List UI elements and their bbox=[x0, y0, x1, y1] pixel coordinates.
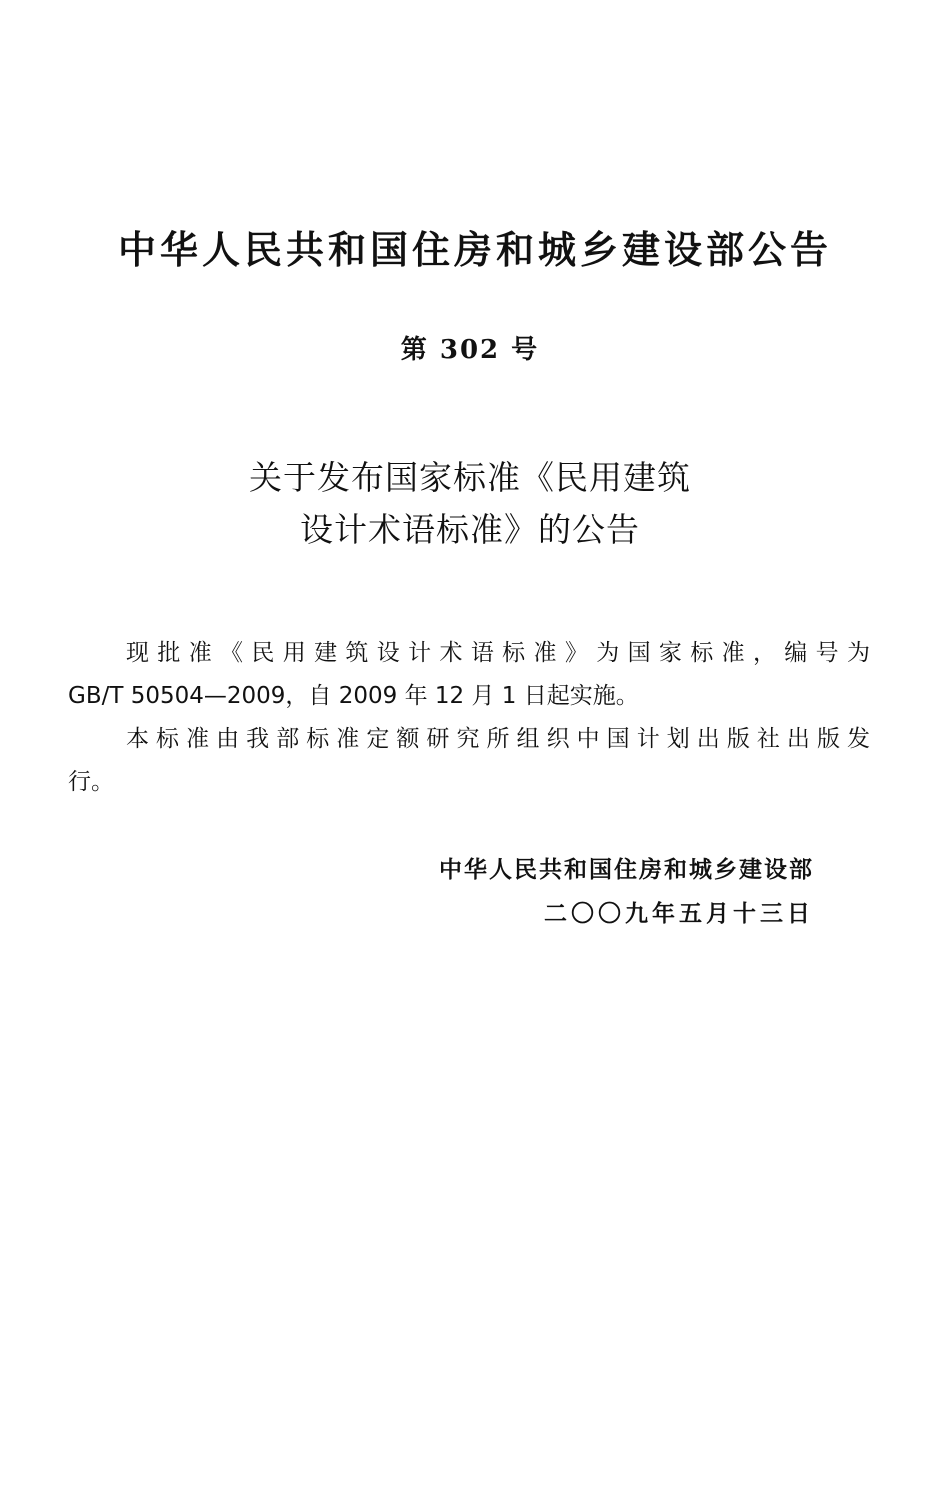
paragraph-1-line-1: 现批准《民用建筑设计术语标准》为国家标准，编号为 bbox=[126, 640, 870, 666]
notice-number: 第 302 号 bbox=[400, 335, 540, 365]
issuing-organization: 中华人民共和国住房和城乡建设部 bbox=[439, 857, 814, 883]
paragraph-2-line-2: 行。 bbox=[68, 769, 114, 795]
notice-subject bbox=[0, 452, 940, 556]
signature-block bbox=[382, 848, 814, 936]
paragraph-1-line-2: GB/T 50504—2009，自 2009 年 12 月 1 日起实施。 bbox=[68, 683, 639, 709]
ministry-title: 中华人民共和国住房和城乡建设部公告 bbox=[117, 228, 832, 272]
subject-line-2: 设计术语标准》的公告 bbox=[300, 510, 640, 549]
issue-date: 二〇〇九年五月十三日 bbox=[544, 901, 814, 927]
notice-body bbox=[68, 632, 870, 804]
subject-line-1: 关于发布国家标准《民用建筑 bbox=[249, 458, 691, 497]
paragraph-2-line-1: 本标准由我部标准定额研究所组织中国计划出版社出版发 bbox=[126, 726, 870, 752]
